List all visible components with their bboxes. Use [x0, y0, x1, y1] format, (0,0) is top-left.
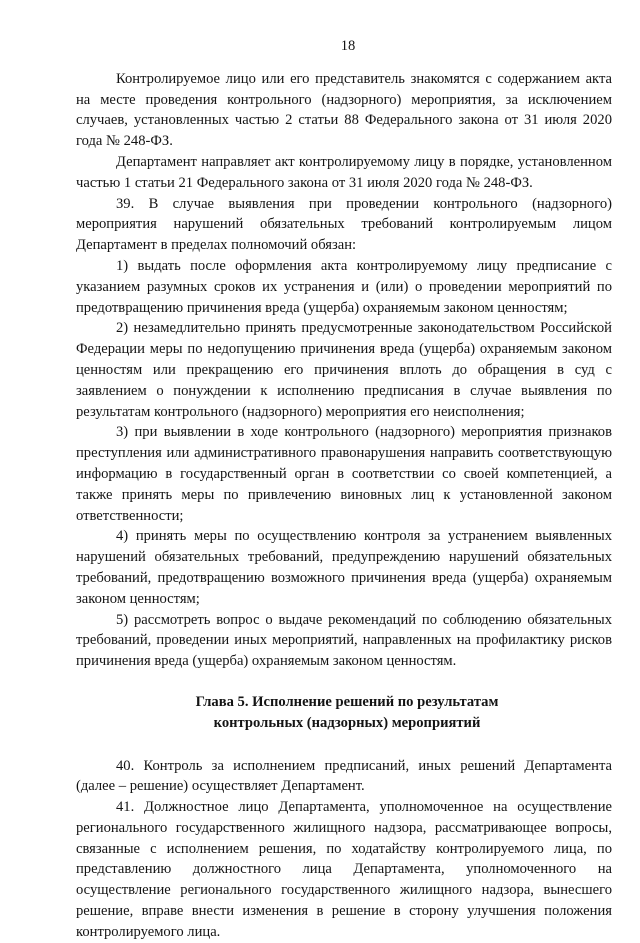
chapter-heading-line-1: Глава 5. Исполнение решений по результатам: [195, 693, 499, 710]
paragraphs-bottom: [76, 756, 612, 943]
document-page: [76, 36, 612, 943]
paragraph-40: 40. Контроль за исполнением предписаний, иных решений Департамента (далее – решение) осуществляет Департамент.: [76, 757, 612, 795]
chapter-heading: [76, 692, 612, 734]
chapter-heading-line-2: контрольных (надзорных) мероприятий: [213, 714, 481, 731]
paragraph-act-familiarization: Контролируемое лицо или его представитель знакомятся с содержанием акта на месте проведения контрольного (надзорного) мероприятия, за исключением случаев, установленных частью 2 статьи 88 Федерального закона от 31 июля 2020 года № 248-ФЗ.: [76, 70, 612, 150]
paragraph-act-sending: Департамент направляет акт контролируемому лицу в порядке, установленном частью 1 статьи 21 Федерального закона от 31 июля 2020 года № 248-ФЗ.: [76, 153, 612, 191]
paragraph-39: 39. В случае выявления при проведении контрольного (надзорного) мероприятия нарушений обязательных требований контролируемым лицом Департамент в пределах полномочий обязан:: [76, 195, 612, 254]
paragraphs-top: [76, 69, 612, 672]
list-item-5: 5) рассмотреть вопрос о выдаче рекомендаций по соблюдению обязательных требований, проведении иных мероприятий, направленных на профилактику рисков причинения вреда (ущерба) охраняемым законом ценностям.: [76, 611, 612, 670]
list-item-3: 3) при выявлении в ходе контрольного (надзорного) мероприятия признаков преступления или административного правонарушения направить соответствующую информацию в государственный орган в соответствии со своей компетенцией, а также принять меры по привлечению виновных лиц к установленной законом ответственности;: [76, 424, 612, 524]
list-item-2: 2) незамедлительно принять предусмотренные законодательством Российской Федерации меры по недопущению причинения вреда (ущерба) охраняемым законом ценностям или прекращению его причинения вплоть до обращения в суд с заявлением о понуждении к исполнению предписания в случае выявления по результатам контрольного (надзорного) мероприятия его неисполнения;: [76, 320, 612, 420]
list-item-1: 1) выдать после оформления акта контролируемому лицу предписание с указанием разумных сроков их устранения и (или) о проведении мероприятий по предотвращению причинения вреда (ущерба) охраняемым законом ценностям;: [76, 257, 612, 316]
list-item-4: 4) принять меры по осуществлению контроля за устранением выявленных нарушений обязательных требований, предупреждению нарушений обязательных требований, предотвращению возможного причинения вреда (ущерба) охраняемым законом ценностям;: [76, 528, 612, 607]
paragraph-41: 41. Должностное лицо Департамента, уполномоченное на осуществление регионального государственного жилищного надзора, рассматривающее вопросы, связанные с исполнением решения, по ходатайству контролируемого лица, по представлению должностного лица Департамента, уполномоченного на осуществление регионального государственного жилищного надзора, вынесшего решение, вправе внести изменения в решение в сторону улучшения положения контролируемого лица.: [76, 799, 612, 940]
page-number: 18: [340, 38, 356, 54]
